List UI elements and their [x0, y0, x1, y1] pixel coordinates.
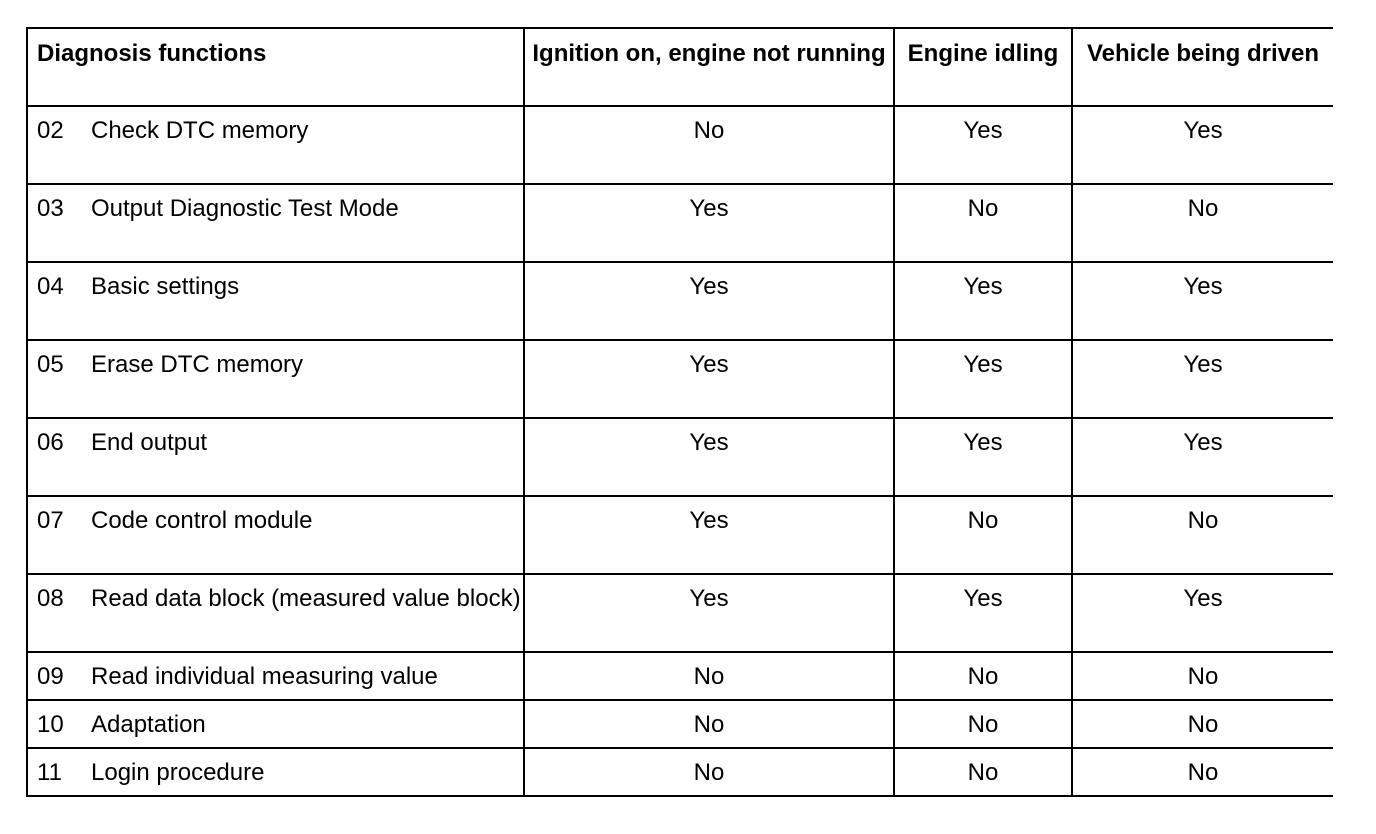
- function-code: 09: [37, 663, 64, 690]
- function-cell: [27, 106, 524, 184]
- vehicle-driven-value: Yes: [1072, 418, 1333, 496]
- ignition-on-value: Yes: [524, 262, 894, 340]
- function-name: Code control module: [91, 507, 313, 534]
- table-row: [27, 748, 1333, 796]
- function-code: 08: [37, 585, 64, 612]
- vehicle-driven-value: Yes: [1072, 106, 1333, 184]
- ignition-on-value: Yes: [524, 184, 894, 262]
- table-row: [27, 262, 1333, 340]
- engine-idling-value: Yes: [894, 418, 1072, 496]
- header-engine-idling: Engine idling: [894, 28, 1072, 106]
- ignition-on-value: No: [524, 652, 894, 700]
- function-cell: [27, 418, 524, 496]
- diagnosis-functions-table: [26, 27, 1333, 797]
- ignition-on-value: No: [524, 748, 894, 796]
- engine-idling-value: No: [894, 748, 1072, 796]
- function-name: End output: [91, 429, 208, 456]
- engine-idling-value: Yes: [894, 340, 1072, 418]
- engine-idling-value: Yes: [894, 106, 1072, 184]
- function-cell: [27, 574, 524, 652]
- table-row: [27, 184, 1333, 262]
- function-name: Check DTC memory: [91, 117, 309, 144]
- function-name: Erase DTC memory: [91, 351, 304, 378]
- header-ignition-on: Ignition on, engine not running: [524, 28, 894, 106]
- engine-idling-value: Yes: [894, 262, 1072, 340]
- function-name: Read individual measuring value: [91, 663, 438, 690]
- ignition-on-value: Yes: [524, 496, 894, 574]
- vehicle-driven-value: Yes: [1072, 574, 1333, 652]
- table-row: [27, 652, 1333, 700]
- vehicle-driven-value: No: [1072, 496, 1333, 574]
- function-code: 02: [37, 117, 64, 144]
- engine-idling-value: No: [894, 700, 1072, 748]
- function-code: 05: [37, 351, 64, 378]
- ignition-on-value: No: [524, 106, 894, 184]
- ignition-on-value: Yes: [524, 418, 894, 496]
- vehicle-driven-value: Yes: [1072, 340, 1333, 418]
- function-code: 04: [37, 273, 64, 300]
- function-code: 03: [37, 195, 64, 222]
- function-code: 07: [37, 507, 64, 534]
- table-row: [27, 574, 1333, 652]
- function-cell: [27, 184, 524, 262]
- function-name: Login procedure: [91, 759, 265, 786]
- function-name: Adaptation: [91, 711, 206, 738]
- function-cell: [27, 700, 524, 748]
- table-header-row: [27, 28, 1333, 106]
- function-cell: [27, 262, 524, 340]
- ignition-on-value: Yes: [524, 574, 894, 652]
- engine-idling-value: No: [894, 496, 1072, 574]
- engine-idling-value: No: [894, 652, 1072, 700]
- function-cell: [27, 652, 524, 700]
- ignition-on-value: No: [524, 700, 894, 748]
- vehicle-driven-value: No: [1072, 700, 1333, 748]
- table-row: [27, 418, 1333, 496]
- function-code: 10: [37, 711, 64, 738]
- vehicle-driven-value: Yes: [1072, 262, 1333, 340]
- vehicle-driven-value: No: [1072, 184, 1333, 262]
- table-row: [27, 106, 1333, 184]
- engine-idling-value: No: [894, 184, 1072, 262]
- table-row: [27, 340, 1333, 418]
- header-diagnosis-functions: Diagnosis functions: [27, 28, 524, 106]
- function-name: Output Diagnostic Test Mode: [91, 195, 399, 222]
- vehicle-driven-value: No: [1072, 748, 1333, 796]
- ignition-on-value: Yes: [524, 340, 894, 418]
- function-code: 06: [37, 429, 64, 456]
- engine-idling-value: Yes: [894, 574, 1072, 652]
- table-row: [27, 700, 1333, 748]
- table-row: [27, 496, 1333, 574]
- function-name: Read data block (measured value block): [91, 585, 521, 612]
- function-cell: [27, 340, 524, 418]
- function-name: Basic settings: [91, 273, 240, 300]
- vehicle-driven-value: No: [1072, 652, 1333, 700]
- header-vehicle-driven: Vehicle being driven: [1072, 28, 1333, 106]
- function-cell: [27, 748, 524, 796]
- function-code: 11: [37, 759, 62, 786]
- function-cell: [27, 496, 524, 574]
